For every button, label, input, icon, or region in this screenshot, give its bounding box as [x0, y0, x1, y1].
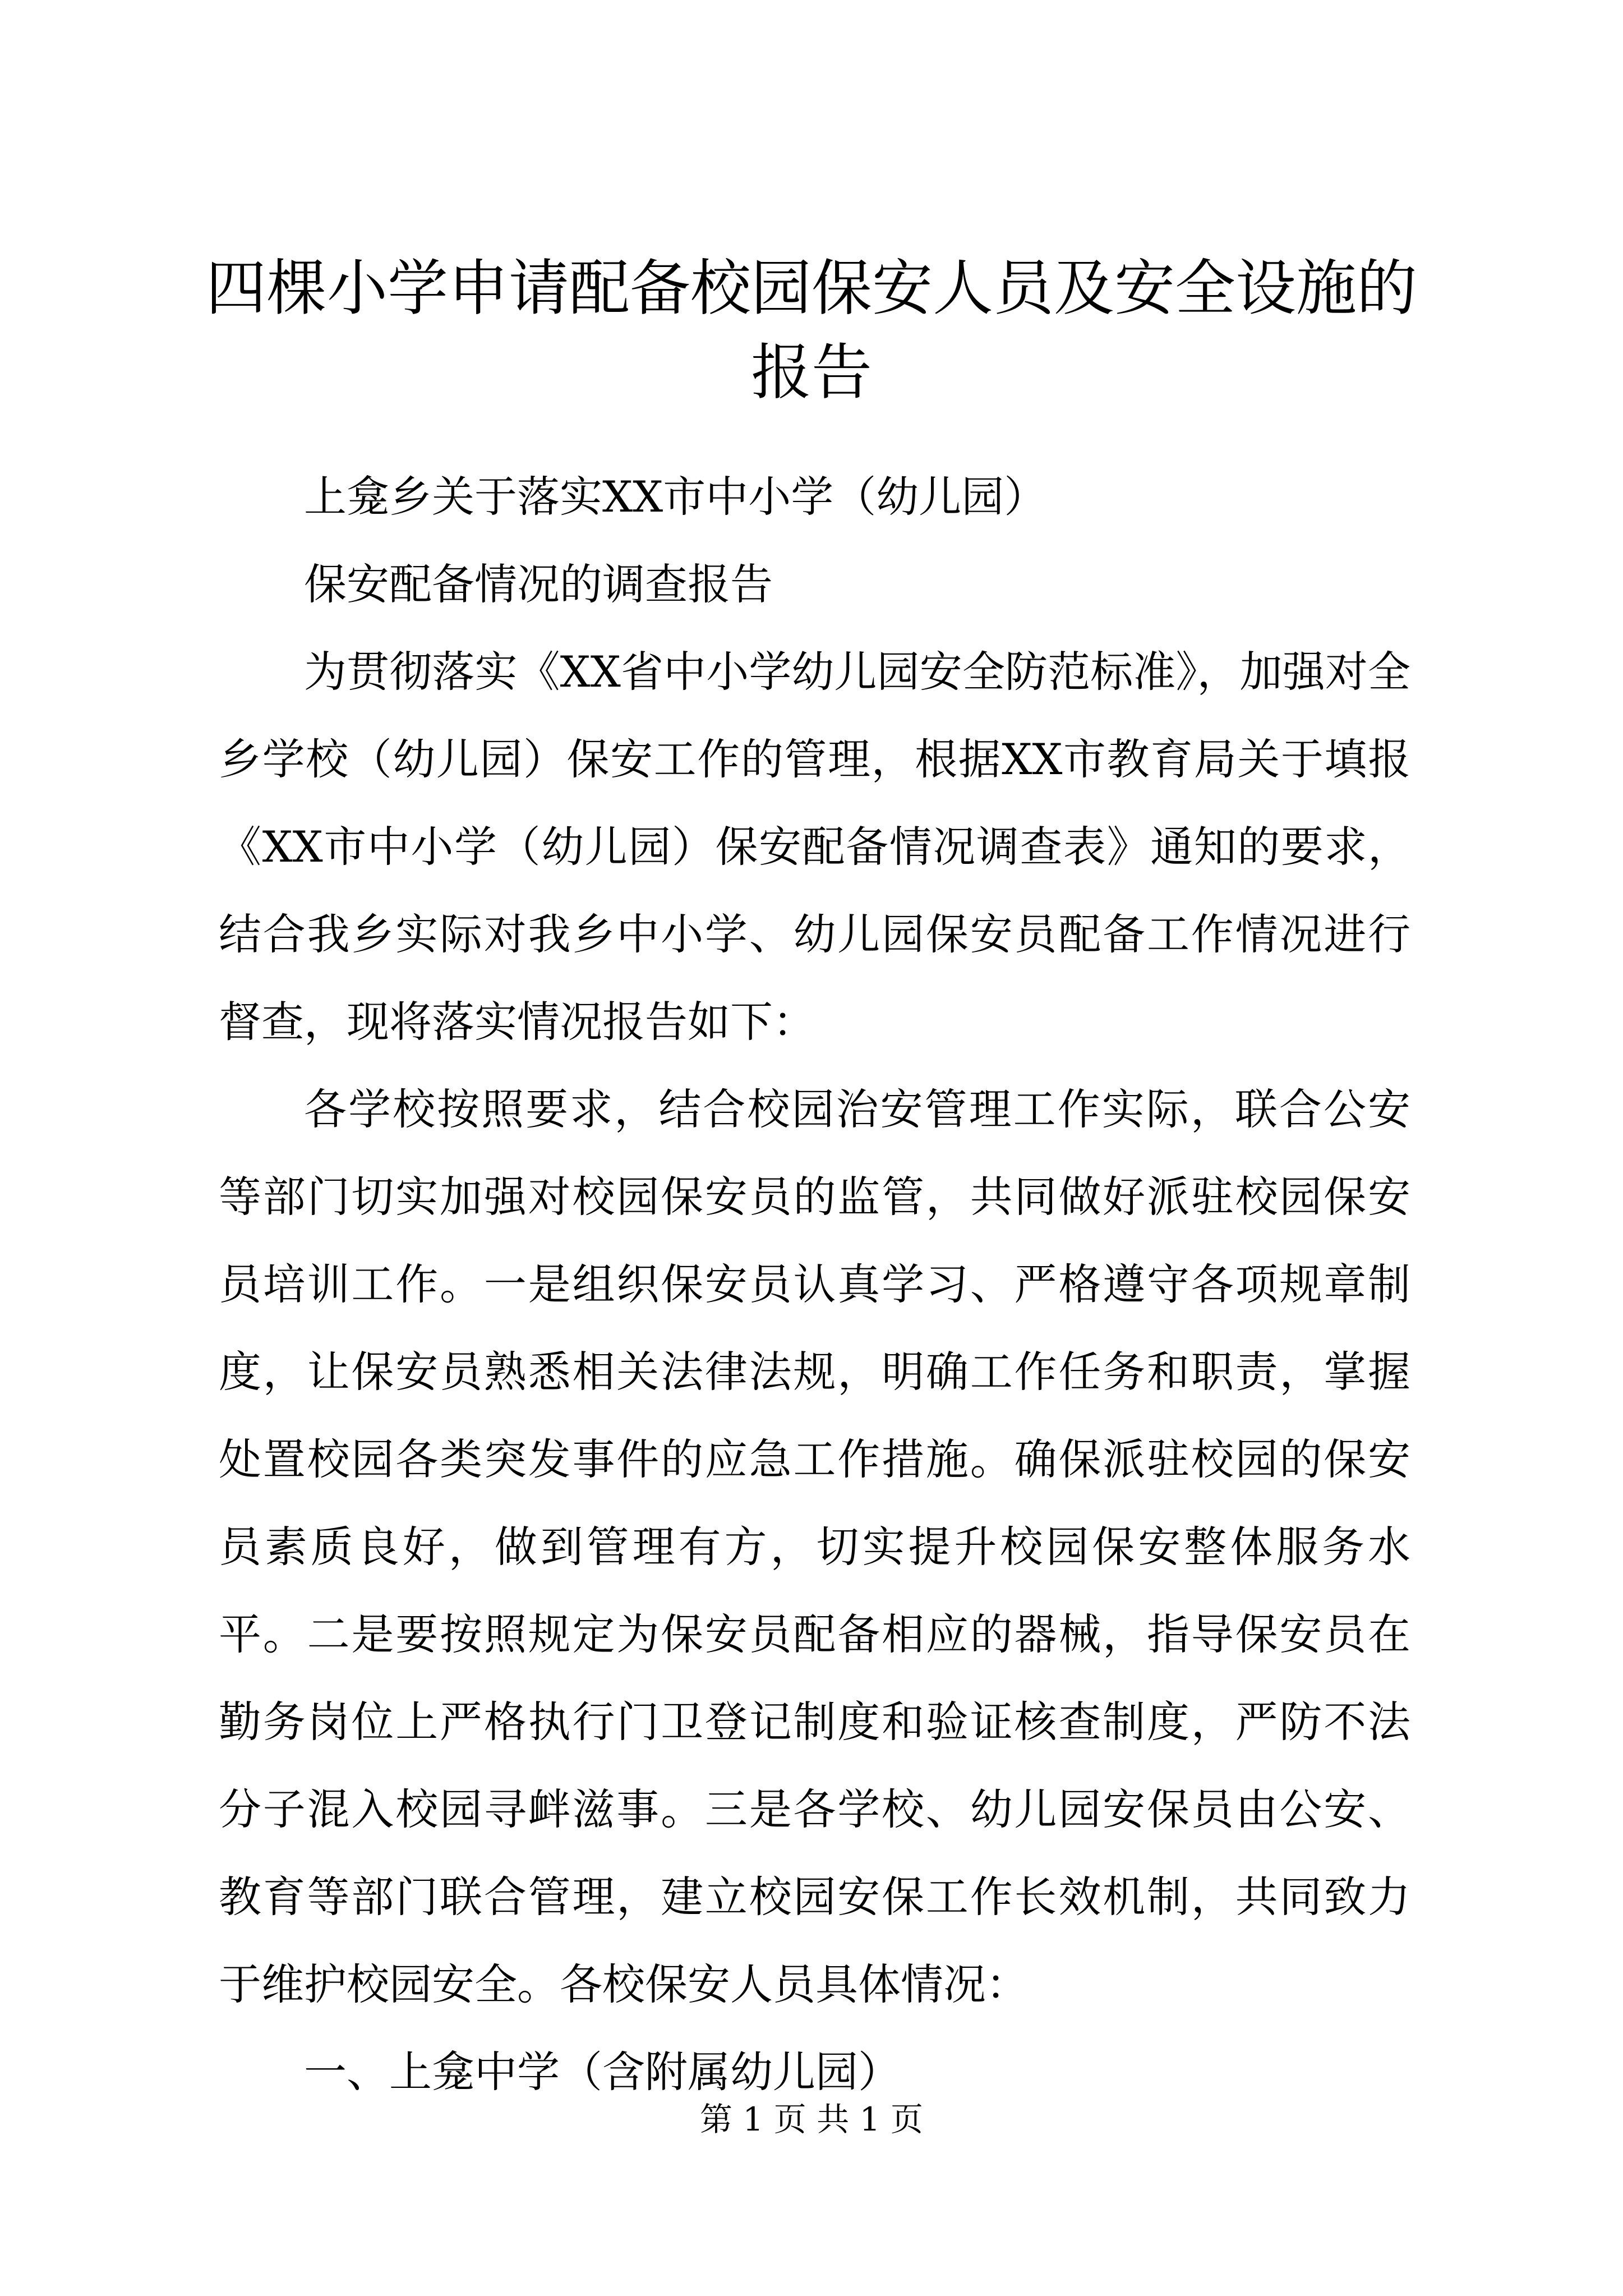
- document-title: [202, 247, 1421, 415]
- title-line-1: 四棵小学申请配备校园保安人员及安全设施的: [205, 254, 1417, 324]
- paragraph-measures: 各学校按照要求，结合校园治安管理工作实际，联合公安等部门切实加强对校园保安员的监管，共同做好派驻校园保安员培训工作。一是组织保安员认真学习、严格遵守各项规章制度，让保安员熟悉相关法律法规，明确工作任务和职责，掌握处置校园各类突发事件的应急工作措施。确保派驻校园的保安员素质良好，做到管理有方，切实提升校园保安整体服务水平。二是要按照规定为保安员配备相应的器械，指导保安员在勤务岗位上严格执行门卫登记制度和验证核查制度，严防不法分子混入校园寻衅滋事。三是各学校、幼儿园安保员由公安、教育等部门联合管理，建立校园安保工作长效机制，共同致力于维护校园安全。各校保安人员具体情况：: [219, 1084, 1410, 2009]
- title-line-2: 报告: [750, 338, 872, 408]
- paragraph-section-heading: 一、上龛中学（含附属幼儿园）: [304, 2047, 901, 2097]
- paragraph-intro: 为贯彻落实《XX省中小学幼儿园安全防范标准》，加强对全乡学校（幼儿园）保安工作的管理，根据XX市教育局关于填报《XX市中小学（幼儿园）保安配备情况调查表》通知的要求，结合我乡实际对我乡中小学、幼儿园保安员配备工作情况进行督查，现将落实情况报告如下：: [219, 647, 1410, 1047]
- page-footer: 第 1 页 共 1 页: [700, 2100, 923, 2138]
- document-body: [219, 453, 1410, 2116]
- paragraph-subtitle-2: 保安配备情况的调查报告: [304, 559, 773, 609]
- paragraph-subtitle-1: 上龛乡关于落实XX市中小学（幼儿园）: [304, 472, 1047, 522]
